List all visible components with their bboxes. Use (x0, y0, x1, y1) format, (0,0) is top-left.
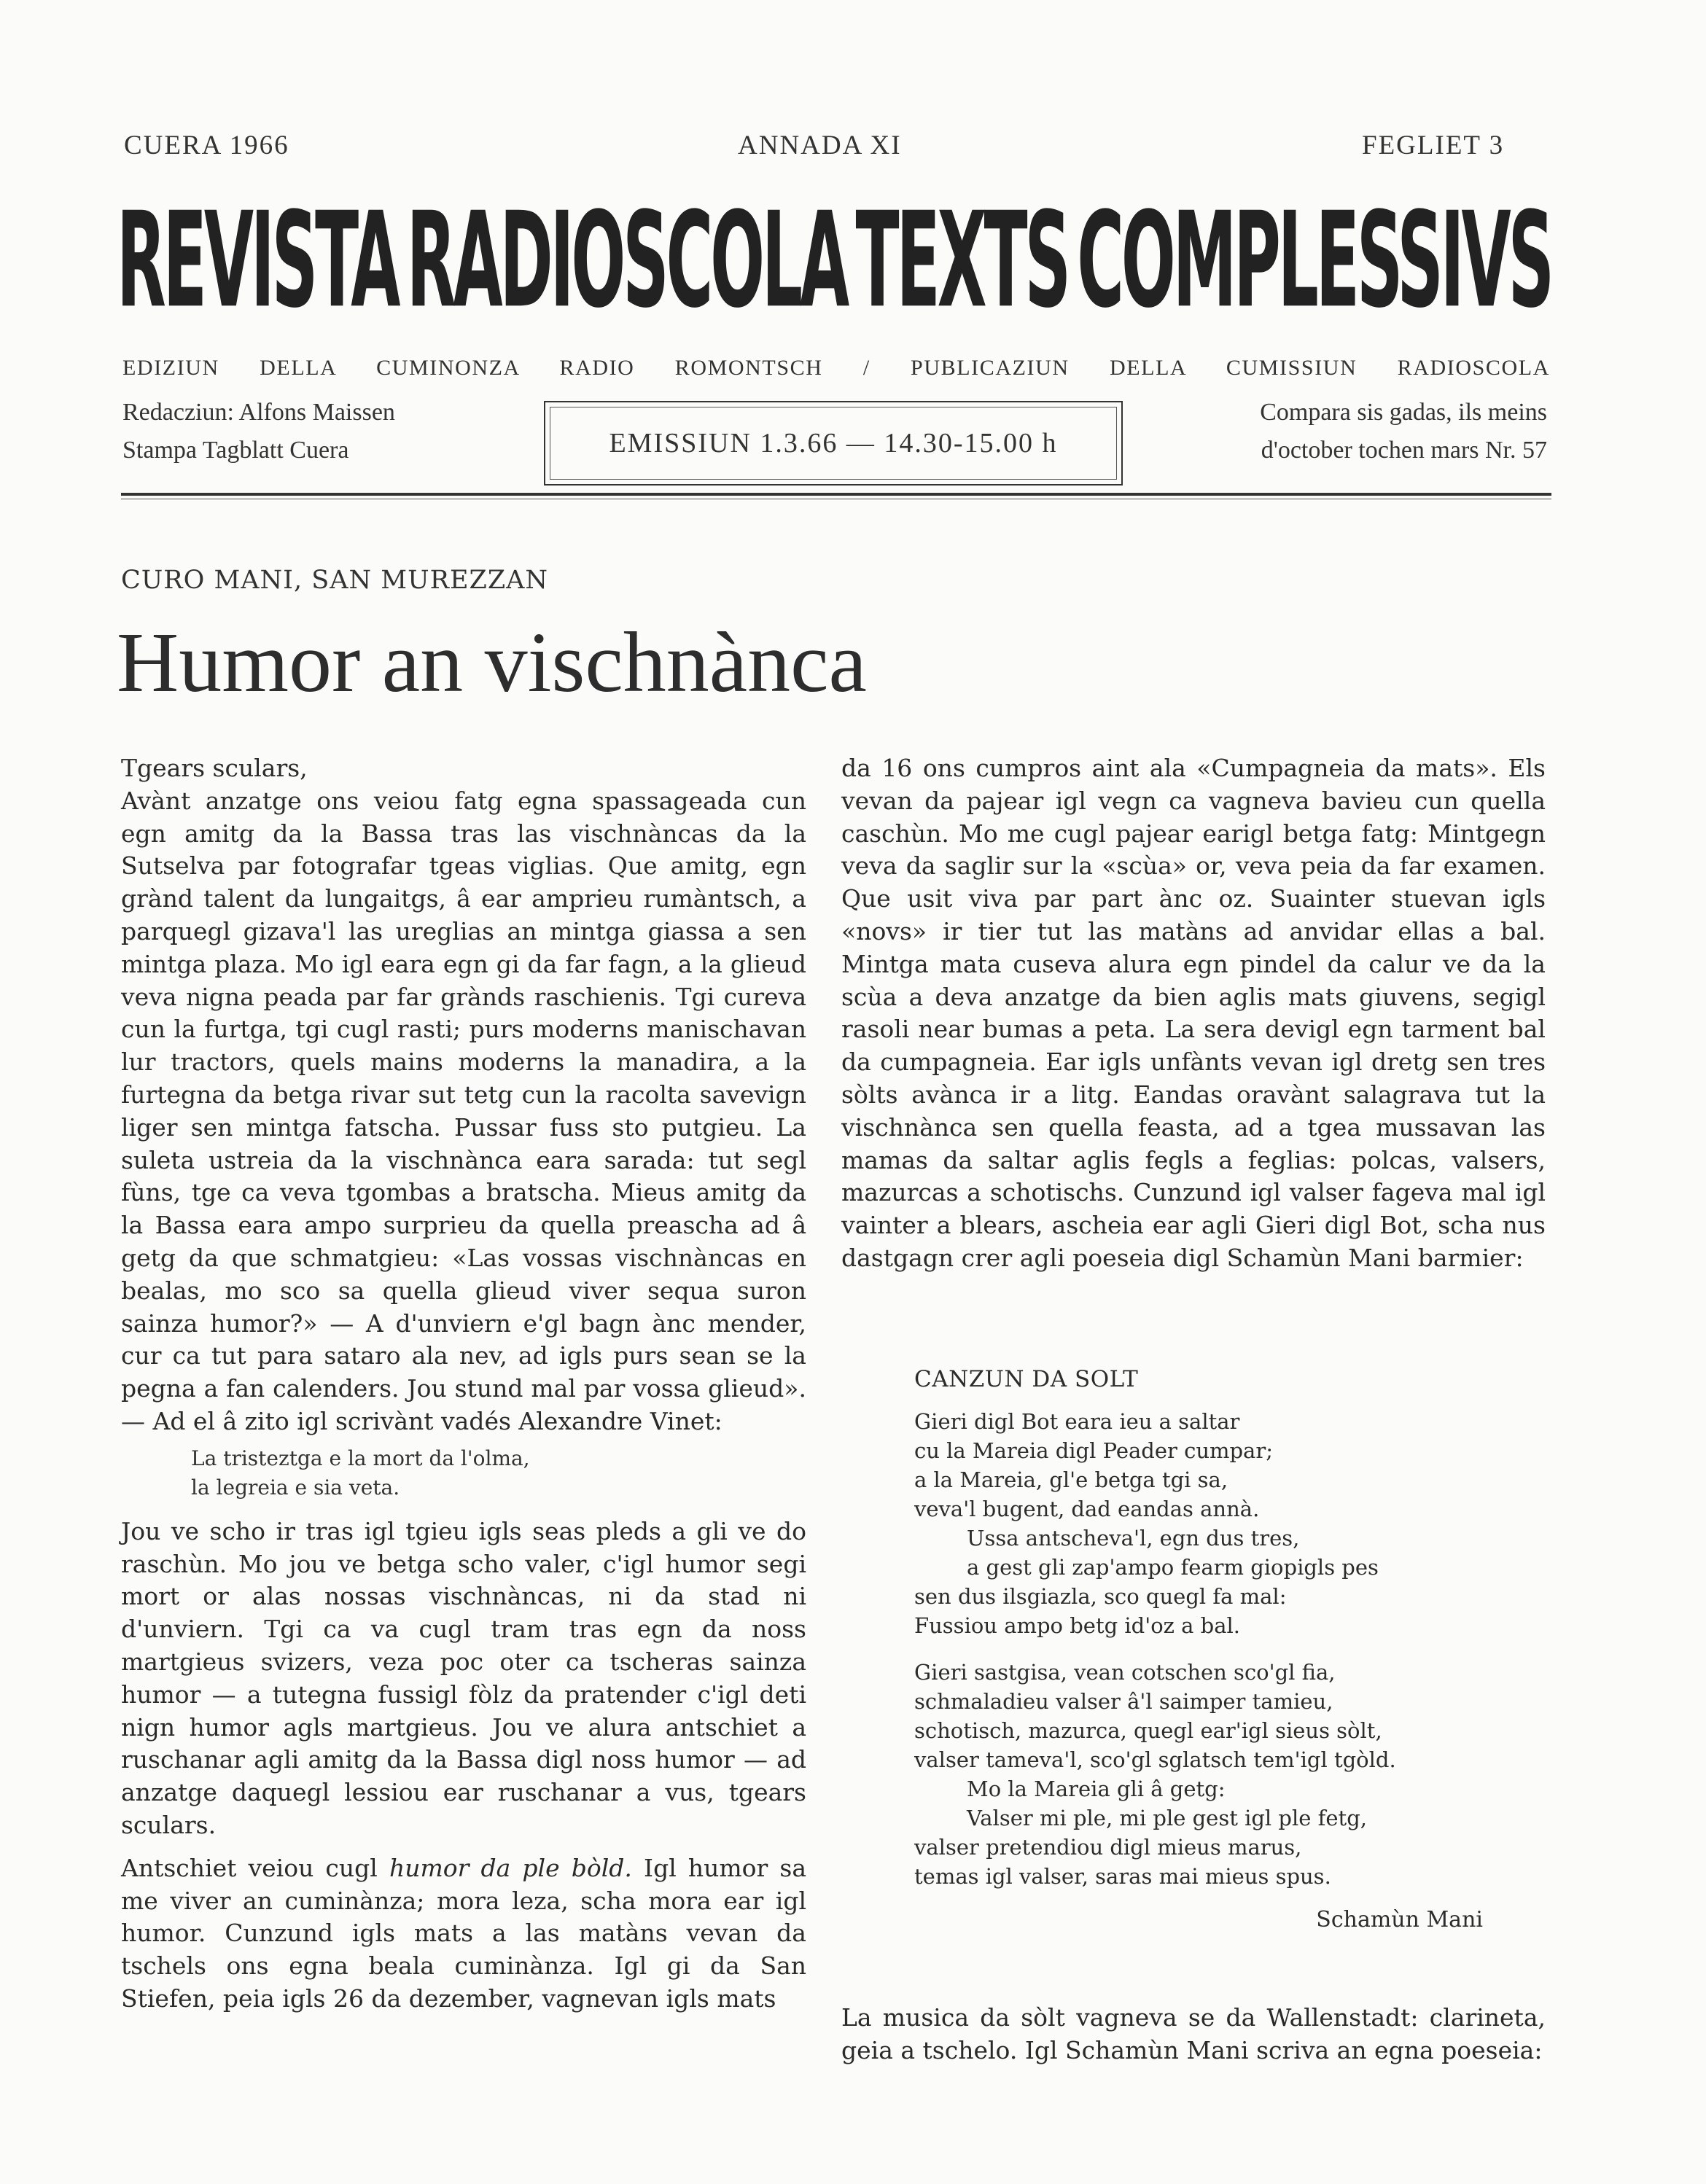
poem-line: Gieri sastgisa, vean cotschen sco'gl fia, (914, 1660, 1336, 1685)
quote-line: La tristeztga e la mort da l'olma, (191, 1446, 530, 1470)
annada: ANNADA XI (738, 130, 902, 160)
salutation: Tgears sculars, (121, 754, 308, 782)
masthead-word: REVISTA (117, 183, 398, 338)
masthead-word: COMPLESSIVS (1077, 183, 1551, 338)
poem-line: temas igl valser, saras mai mieus spus. (914, 1864, 1331, 1889)
frequency (1168, 394, 1547, 469)
paragraph: Jou ve scho ir tras igl tgieu igls seas pleds a gli ve do raschùn. Mo jou ve betga scho valer, c'igl humor segi mort or alas nossas vischnàncas, ni da stad ni d'unviern. Tgi ca va cugl tram tras egn da noss martgieus svizers, veza poc oter ca tscheras sainza humor — a tutegna fussigl fòlz da pratender c'igl deti nign humor agls martgieus. Jou ve alura antschiet a ruschanar agli amitg da la Bassa digl noss humor — ad anzatge daquegl lessiou ear ruschanar a vus, tgears sculars. (121, 1516, 806, 1839)
poem (914, 1365, 1527, 1935)
right-column (841, 752, 1546, 1275)
poem-line: sen dus ilsgiazla, sco quegl fa mal: (914, 1584, 1287, 1609)
poem-line: valser tameva'l, sco'gl sglatsch tem'igl tgòld. (914, 1747, 1396, 1772)
quote-line: la legreia e sia veta. (191, 1475, 400, 1499)
poem-line: Ussa antscheva'l, egn dus tres, (967, 1526, 1300, 1551)
poem-line: valser pretendiou digl mieus marus, (914, 1835, 1302, 1860)
redaction: Redacziun: Alfons Maissen (122, 399, 395, 426)
poem-line: a la Mareia, gl'e betga tgi sa, (914, 1467, 1228, 1492)
article-author: CURO MANI, SAN MUREZZAN (121, 566, 549, 595)
paragraph: da 16 ons cumpros aint ala «Cumpagneia da mats». Els vevan da pajear igl vegn ca vagneva bavieu cun quella caschùn. Mo me cugl pajear earigl betga fatg: Mintgegn veva da saglir sur la «scùa» or, veva peia da far examen. Que usit viva par part ànc oz. Suainter stuevan igls «novs» ir tier tut las matàns ad anvidar ellas a bal. Mintga mata cuseva alura egn pindel da calur ve da la scùa a deva anzatge da bien aglis mats giuvens, segigl rasoli near bumas a peta. La sera devigl egn tarment bal da cumpagneia. Ear igls unfànts vevan igl dretg sen tres sòlts avànca ir a litg. Eandas oravànt salagrava tut la vischnànca sen quella feasta, ad a tgea mussavan las mamas da saltar aglis fegls a feglias: polcas, valsers, mazurcas a schotischs. Cunzund igl valser fageva mal igl vainter a blears, ascheia ear agli Gieri digl Bot, scha nus dastgagn crer agli poeseia digl Schamùn Mani barmier: (841, 754, 1546, 1272)
header-rule (121, 493, 1551, 496)
masthead (117, 183, 1551, 338)
printer: Stampa Tagblatt Cuera (122, 437, 349, 464)
text-run: Igl humor sa me viver an cuminànza; mora leza, scha mora ear igl humor. Cunzund igls mats a las matàns vevan da tschels ons egna beala cuminànza. Igl gi da San Stiefen, peia igls 26 da dezember, vagnevan igls mats (121, 1853, 807, 2013)
masthead-word: RADIOSCOLA (406, 183, 847, 338)
poem-line: cu la Mareia digl Peader cumpar; (914, 1438, 1273, 1463)
fegliet: FEGLIET 3 (1362, 130, 1505, 160)
paragraph (121, 1852, 806, 2016)
poem-heading: CANZUN DA SOLT (914, 1366, 1139, 1392)
emission-box (544, 401, 1123, 485)
publisher-line: EDIZIUN DELLA CUMINONZA RADIO ROMONTSCH / PUBLICAZIUN DELLA CUMISSIUN RADIOSCOLA (122, 356, 1550, 380)
frequency-line-2: d'october tochen mars Nr. 57 (1261, 437, 1547, 464)
poem-signature: Schamùn Mani (1316, 1907, 1483, 1933)
right-column-end (841, 2002, 1546, 2067)
left-column (121, 752, 806, 2016)
poem-line: schmaladieu valser â'l saimper tamieu, (914, 1689, 1333, 1714)
poem-line: schotisch, mazurca, quegl ear'igl sieus sòlt, (914, 1718, 1382, 1743)
masthead-word: TEXTS (855, 183, 1068, 338)
paragraph: La musica da sòlt vagneva se da Wallenstadt: clarineta, geia a tschelo. Igl Schamùn Mani scriva an egna poeseia: (841, 2003, 1546, 2064)
poem-line: Valser mi ple, mi ple gest igl ple fetg, (967, 1806, 1367, 1830)
poem-line: veva'l bugent, dad eandas annà. (914, 1497, 1260, 1521)
poem-line: a gest gli zap'ampo fearm giopigls pes (967, 1555, 1379, 1580)
emission-text: EMISSIUN 1.3.66 — 14.30-15.00 h (609, 428, 1058, 459)
credits (122, 394, 395, 469)
poem-line: Mo la Mareia gli â getg: (967, 1777, 1226, 1801)
text-run: Antschiet veiou cugl (121, 1853, 389, 1882)
quote (191, 1444, 806, 1502)
article-title: Humor an vischnànca (117, 615, 867, 710)
poem-line: Fussiou ampo betg id'oz a bal. (914, 1613, 1241, 1638)
frequency-line-1: Compara sis gadas, ils meins (1260, 399, 1547, 426)
italic-phrase: humor da ple bòld. (389, 1853, 632, 1882)
place-year: CUERA 1966 (124, 130, 289, 160)
poem-line: Gieri digl Bot eara ieu a saltar (914, 1409, 1240, 1434)
paragraph: Avànt anzatge ons veiou fatg egna spassageada cun egn amitg da la Bassa tras las vischnàncas da la Sutselva par fotografar tgeas viglias. Que amitg, egn grànd talent da lungaitgs, â ear amprieu rumàntsch, a parquegl gizava'l las ureglias an mintga giassa a sen mintga plaza. Mo igl eara egn gi da far fagn, a la glieud veva nigna peada par far grànds raschienis. Tgi cureva cun la furtga, tgi cugl rasti; purs moderns manischavan lur tractors, quels mains moderns la manadira, a la furtegna da betga rivar sut tetg cun la racolta savevign liger sen mintga fatscha. Pussar fuss sto putgieu. La suleta ustreia da la vischnànca eara sarada: tut segl fùns, tge ca veva tgombas a bratscha. Mieus amitg da la Bassa eara ampo surprieu da quella preascha ad â getg da que schmatgieu: «Las vossas vischnàncas en bealas, mo sco sa quella glieud viver sequa suron sainza humor?» — A d'unviern e'gl bagn ànc mender, cur ca tut para sataro ala nev, ad igls purs sean se la pegna a fan calenders. Jou stund mal par vossa glieud». — Ad el â zito igl scrivànt vadés Alexandre Vinet: (121, 786, 806, 1435)
